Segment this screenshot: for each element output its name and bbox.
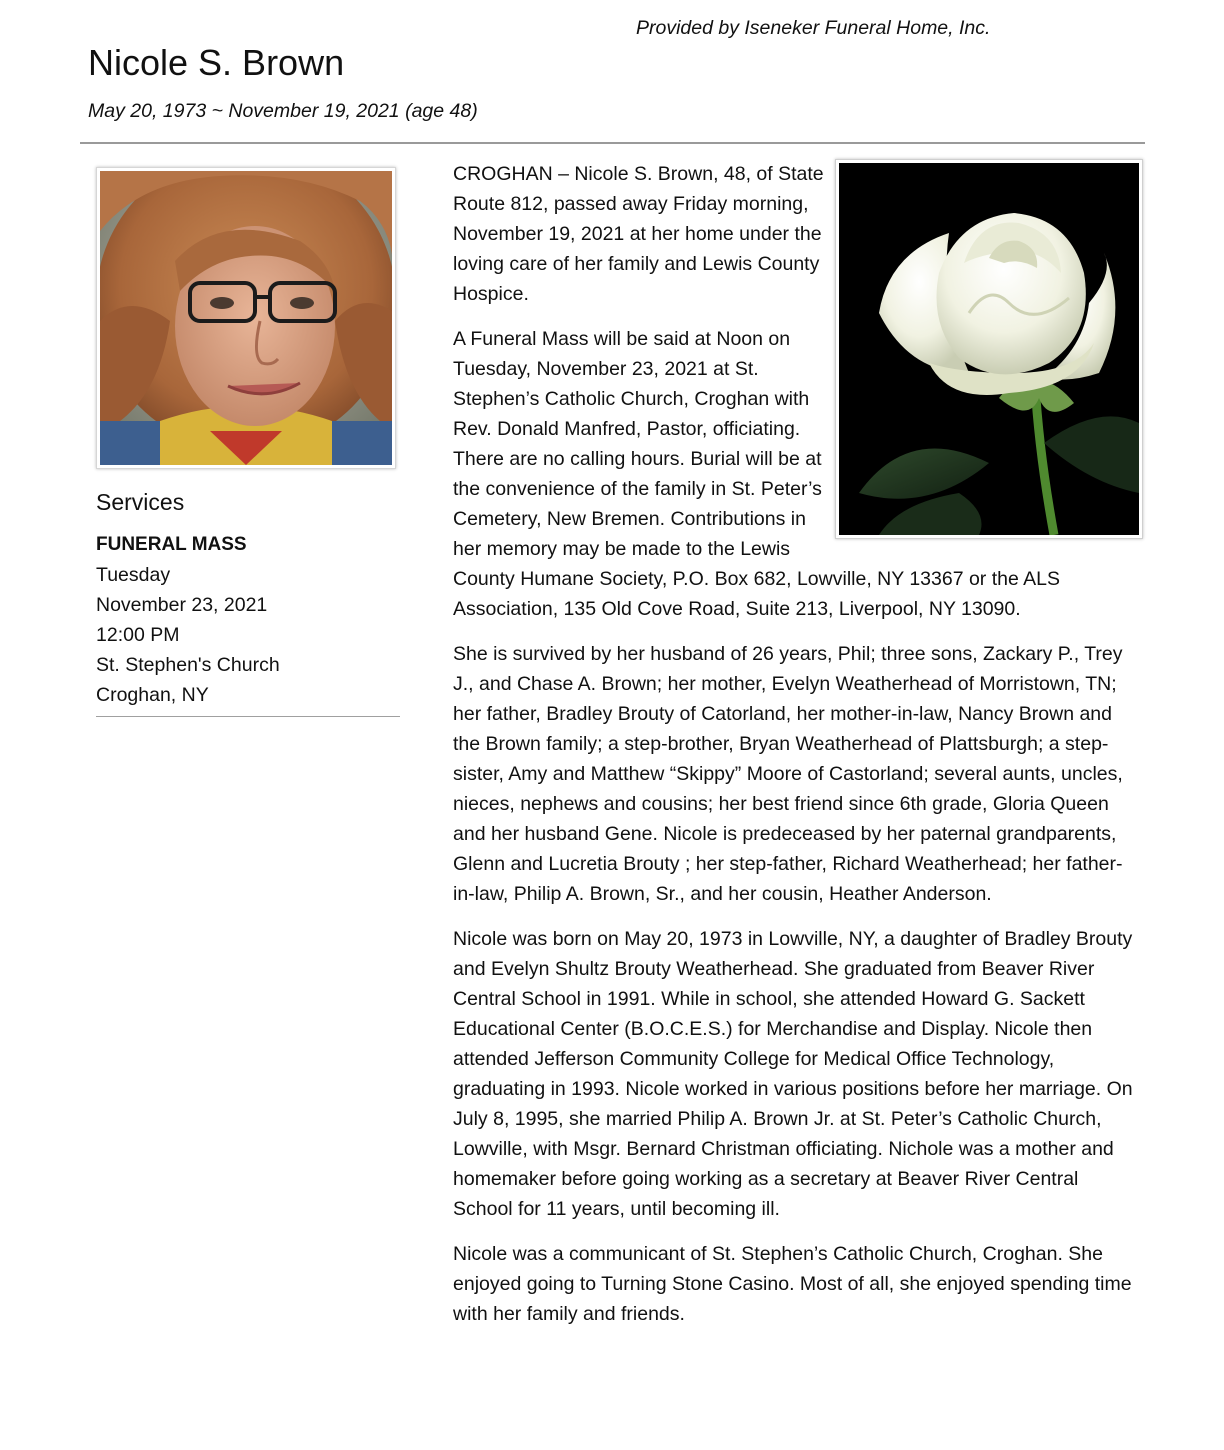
services-divider bbox=[96, 716, 400, 717]
service-city: Croghan, NY bbox=[96, 684, 209, 706]
obituary-text bbox=[453, 159, 1143, 1344]
header-divider bbox=[80, 142, 1145, 144]
services-heading: Services bbox=[96, 489, 185, 515]
service-time: 12:00 PM bbox=[96, 624, 180, 646]
service-day: Tuesday bbox=[96, 564, 171, 586]
deceased-name: Nicole S. Brown bbox=[88, 42, 345, 83]
life-dates: May 20, 1973 ~ November 19, 2021 (age 48) bbox=[88, 100, 478, 122]
portrait-icon bbox=[100, 171, 392, 465]
rose-photo[interactable] bbox=[835, 159, 1143, 539]
provider-credit: Provided by Iseneker Funeral Home, Inc. bbox=[636, 17, 991, 39]
service-name: FUNERAL MASS bbox=[96, 534, 247, 555]
service-date: November 23, 2021 bbox=[96, 594, 268, 616]
paragraph-intro: CROGHAN – Nicole S. Brown, 48, of State Route 812, passed away Friday morning, November 19, 2021 at her home under the loving care of her family and Lewis County Hospice. bbox=[453, 163, 824, 305]
service-place: St. Stephen's Church bbox=[96, 654, 280, 676]
white-rose-icon bbox=[839, 163, 1139, 535]
paragraph-interests: Nicole was a communicant of St. Stephen’s Catholic Church, Croghan. She enjoyed going to Turning Stone Casino. Most of all, she enjoyed spending time with her family and friends. bbox=[453, 1243, 1132, 1325]
paragraph-services: A Funeral Mass will be said at Noon on Tuesday, November 23, 2021 at St. Stephen’s Catholic Church, Croghan with Rev. Donald Manfred, Pastor, officiating. There are no calling hours. Burial will be at the convenience of the family in St. Peter’s Cemetery, New Bremen. Contributions in her memory may be made to the Lewis County Humane Society, P.O. Box 682, Lowville, NY 13367 or the ALS Association, 135 Old Cove Road, Suite 213, Liverpool, NY 13090. bbox=[453, 328, 1061, 620]
paragraph-survivors: She is survived by her husband of 26 years, Phil; three sons, Zackary P., Trey J., and Chase A. Brown; her mother, Evelyn Weatherhead of Morristown, TN; her father, Bradley Brouty of Catorland, her mother-in-law, Nancy Brown and the Brown family; a step-brother, Bryan Weatherhead of Plattsburgh; a step-sister, Amy and Matthew “Skippy” Moore of Castorland; several aunts, uncles, nieces, nephews and cousins; her best friend since 6th grade, Gloria Queen and her husband Gene. Nicole is predeceased by her paternal grandparents, Glenn and Lucretia Brouty ; her step-father, Richard Weatherhead; her father-in-law, Philip A. Brown, Sr., and her cousin, Heather Anderson. bbox=[453, 643, 1123, 905]
service-details bbox=[96, 530, 400, 710]
portrait-photo[interactable] bbox=[96, 167, 396, 469]
paragraph-biography: Nicole was born on May 20, 1973 in Lowville, NY, a daughter of Bradley Brouty and Evelyn Shultz Brouty Weatherhead. She graduated from Beaver River Central School in 1991. While in school, she attended Howard G. Sackett Educational Center (B.O.C.E.S.) for Merchandise and Display. Nicole then attended Jefferson Community College for Medical Office Technology, graduating in 1993. Nicole worked in various positions before her marriage. On July 8, 1995, she married Philip A. Brown Jr. at St. Peter’s Catholic Church, Lowville, with Msgr. Bernard Christman officiating. Nichole was a mother and homemaker before going working as a secretary at Beaver River Central School for 11 years, until becoming ill. bbox=[453, 928, 1133, 1220]
